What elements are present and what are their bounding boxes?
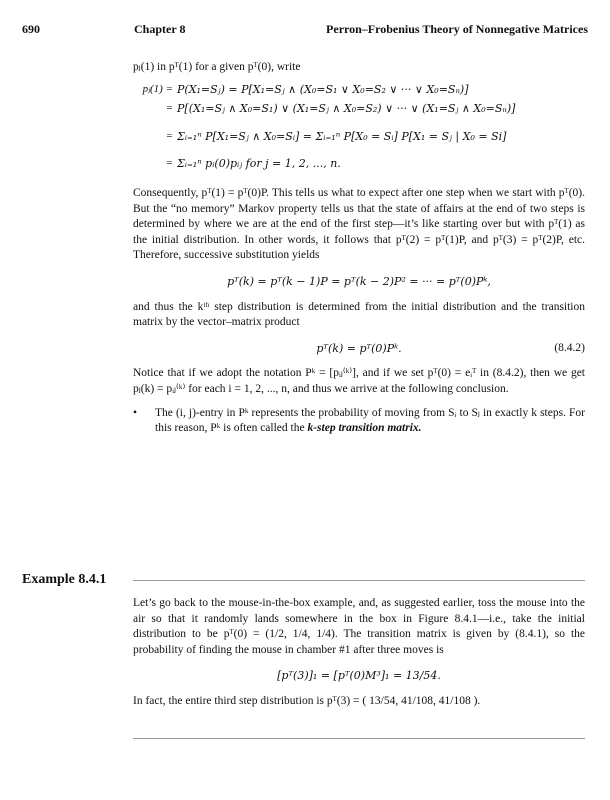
- example-equation: [pᵀ(3)]₁ = [pᵀ(0)M³]₁ = 13/54.: [277, 669, 441, 683]
- derivation-lhs: =: [165, 157, 173, 170]
- derivation-rhs: P(X₁=Sⱼ) = P[X₁=Sⱼ ∧ (X₀=S₁ ∨ X₀=S₂ ∨ ··· ∨ X₀=Sₙ)]: [177, 82, 469, 96]
- example-top-rule: [133, 580, 585, 581]
- running-title: Perron–Frobenius Theory of Nonnegative Matrices: [326, 22, 588, 36]
- chapter-label: Chapter 8: [134, 22, 186, 36]
- derivation-line: [133, 156, 585, 172]
- derivation-rhs: Σᵢ₌₁ⁿ pᵢ(0)pᵢⱼ for j = 1, 2, ..., n.: [177, 157, 341, 171]
- paragraph-kth-step: and thus the kᵗʰ step distribution is determined from the initial distribution and the transition matrix by the vector–matrix product: [133, 300, 585, 329]
- page-number: 690: [22, 22, 40, 36]
- example-bottom-rule: [133, 738, 585, 739]
- bullet-dot: •: [133, 406, 138, 419]
- derivation-rhs: Σᵢ₌₁ⁿ P[X₁=Sⱼ ∧ X₀=Sᵢ] = Σᵢ₌₁ⁿ P[X₀ = Sᵢ] P[X₁ = Sⱼ | X₀ = Si]: [177, 129, 507, 143]
- equation-8-4-2: [133, 341, 585, 357]
- example-tail: In fact, the entire third step distribution is pᵀ(3) = ( 13/54, 41/108, 41/108 ).: [133, 694, 481, 707]
- derivation-line: [133, 101, 585, 117]
- derivation-lhs: =: [165, 102, 173, 115]
- conclusion-bullet: [133, 406, 585, 437]
- example-body: [133, 596, 585, 710]
- bullet-text: [155, 406, 585, 437]
- intro-line: pⱼ(1) in pᵀ(1) for a given pᵀ(0), write: [133, 61, 301, 73]
- example-label: Example 8.4.1: [22, 572, 107, 587]
- derivation-lhs: pⱼ(1) =: [142, 82, 173, 95]
- equation-8-4-2-body: pᵀ(k) = pᵀ(0)Pᵏ.: [316, 341, 402, 355]
- derivation-lhs: =: [165, 129, 173, 142]
- equation-chain: pᵀ(k) = pᵀ(k − 1)P = pᵀ(k − 2)P² = ··· = pᵀ(0)Pᵏ,: [227, 274, 491, 288]
- bullet-emphasis: k-step transition matrix.: [307, 422, 422, 435]
- running-header: [22, 22, 588, 38]
- paragraph-notation: Notice that if we adopt the notation Pᵏ = [pᵢⱼ⁽ᵏ⁾], and if we set pᵀ(0) = eᵢᵀ in (8.4.2), then we get pⱼ(k) = pᵢⱼ⁽ᵏ⁾ for each i = 1, 2, ..., n, and thus we arrive at the following conclusion.: [133, 367, 585, 395]
- derivation-line: [133, 129, 585, 145]
- example-paragraph: Let’s go back to the mouse-in-the-box example, and, as suggested earlier, toss the mouse into the air so that it randomly lands somewhere in the box in Figure 8.4.1—i.e., take the initial distribution to be pᵀ(0) = (1/2, 1/4, 1/4). The transition matrix is given by (8.4.1), so the probability of finding the mouse in chamber #1 after three moves is: [133, 597, 585, 656]
- paragraph-consequently: Consequently, pᵀ(1) = pᵀ(0)P. This tells us what to expect after one step when we start with pᵀ(0). But the “no memory” Markov property tells us that the state of affairs at the end of two steps is determined by where we are at the end of the first step—it’s like starting over but with pᵀ(1) as the initial distribution. In other words, it follows that pᵀ(2) = pᵀ(1)P, and pᵀ(3) = pᵀ(2)P, etc. Therefore, successive substitution yields: [133, 186, 585, 262]
- equation-number: (8.4.2): [554, 341, 585, 354]
- main-text: [133, 60, 585, 437]
- derivation: [133, 82, 585, 172]
- derivation-line: [133, 82, 585, 98]
- bullet-body: The (i, j)-entry in Pᵏ represents the probability of moving from Sᵢ to Sⱼ in exactly k steps. For this reason, Pᵏ is often called the: [155, 406, 585, 435]
- derivation-rhs: P[(X₁=Sⱼ ∧ X₀=S₁) ∨ (X₁=Sⱼ ∧ X₀=S₂) ∨ ··· ∨ (X₁=Sⱼ ∧ X₀=Sₙ)]: [177, 102, 516, 116]
